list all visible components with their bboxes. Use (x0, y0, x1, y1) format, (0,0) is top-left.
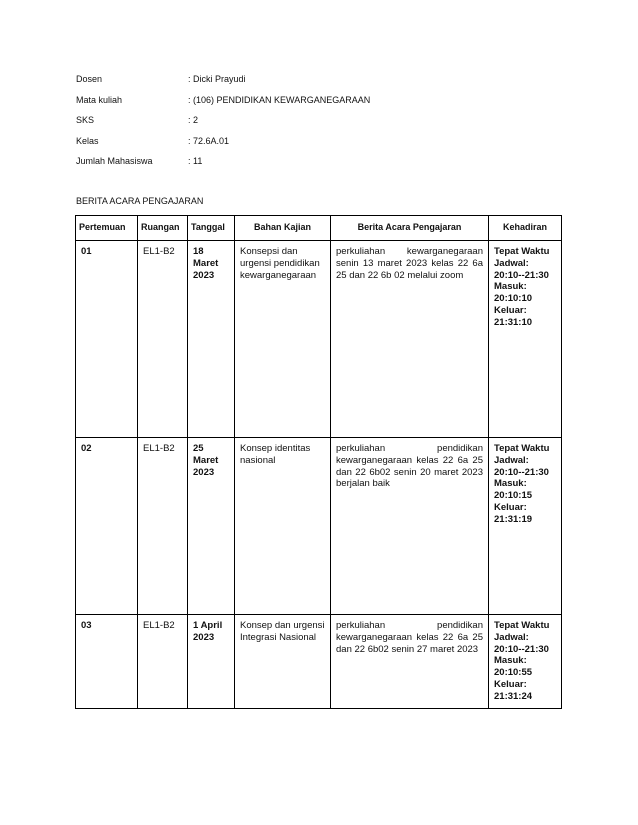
cell-kehadiran (489, 438, 562, 615)
info-value: : (106) PENDIDIKAN KEWARGANEGARAAN (188, 94, 371, 105)
cell-tanggal: 1 April 2023 (188, 615, 235, 709)
berita-acara-table (75, 215, 562, 709)
kehadiran-status: Tepat Waktu (494, 246, 550, 257)
kehadiran-masuk-value: 20:10:55 (494, 667, 533, 679)
kehadiran-masuk-label: Masuk: (494, 478, 527, 490)
kehadiran-jadwal-value: 20:10--21:30 (494, 269, 549, 281)
cell-berita-acara: perkuliahan pendidikan kewarganegaraan kelas 22 6a 25 dan 22 6b02 senin 20 maret 2023 berjalan baik (331, 438, 489, 615)
cell-bahan-kajian: Konsepsi dan urgensi pendidikan kewarganegaraan (235, 241, 331, 438)
cell-tanggal: 18 Maret 2023 (188, 241, 235, 438)
info-value: : 72.6A.01 (188, 135, 230, 146)
table-row (76, 438, 562, 615)
info-label: Kelas (76, 135, 99, 146)
cell-pertemuan: 03 (76, 615, 138, 709)
cell-kehadiran (489, 241, 562, 438)
kehadiran-jadwal-label: Jadwal: (494, 631, 529, 643)
cell-kehadiran (489, 615, 562, 709)
kehadiran-keluar-value: 21:31:10 (494, 316, 533, 328)
kehadiran-jadwal-label: Jadwal: (494, 454, 529, 466)
kehadiran-masuk-label: Masuk: (494, 655, 527, 667)
cell-berita-acara: perkuliahan pendidikan kewarganegaraan kelas 22 6a 25 dan 22 6b02 senin 27 maret 2023 (331, 615, 489, 709)
kehadiran-keluar-value: 21:31:24 (494, 690, 533, 702)
table-row (76, 241, 562, 438)
info-label: Jumlah Mahasiswa (76, 156, 153, 166)
kehadiran-masuk-label: Masuk: (494, 281, 527, 293)
info-value: : 2 (188, 115, 199, 125)
info-label: SKS (76, 115, 95, 125)
header-berita-acara: Berita Acara Pengajaran (331, 216, 489, 241)
section-title: BERITA ACARA PENGAJARAN (76, 196, 204, 206)
kehadiran-keluar-value: 21:31:19 (494, 513, 533, 525)
kehadiran-status: Tepat Waktu (494, 443, 550, 454)
kehadiran-keluar-label: Keluar: (494, 304, 527, 316)
kehadiran-status: Tepat Waktu (494, 620, 550, 631)
header-bahan-kajian: Bahan Kajian (235, 216, 331, 241)
cell-ruangan: EL1-B2 (138, 241, 188, 438)
header-pertemuan: Pertemuan (76, 216, 138, 241)
kehadiran-jadwal-value: 20:10--21:30 (494, 466, 549, 478)
info-value: : 11 (188, 156, 203, 166)
kehadiran-jadwal-label: Jadwal: (494, 257, 529, 269)
cell-berita-acara: perkuliahan kewarganegaraan senin 13 maret 2023 kelas 22 6a 25 dan 22 6b 02 melalui zoom (331, 241, 489, 438)
header-ruangan: Ruangan (138, 216, 188, 241)
kehadiran-jadwal-value: 20:10--21:30 (494, 643, 549, 655)
info-label: Mata kuliah (76, 94, 123, 105)
kehadiran-keluar-label: Keluar: (494, 501, 527, 513)
kehadiran-masuk-value: 20:10:15 (494, 490, 533, 502)
info-value: : Dicki Prayudi (188, 74, 246, 84)
cell-pertemuan: 01 (76, 241, 138, 438)
cell-ruangan: EL1-B2 (138, 438, 188, 615)
kehadiran-masuk-value: 20:10:10 (494, 293, 533, 305)
cell-tanggal: 25 Maret 2023 (188, 438, 235, 615)
cell-bahan-kajian: Konsep dan urgensi Integrasi Nasional (235, 615, 331, 709)
header-kehadiran: Kehadiran (489, 216, 562, 241)
cell-ruangan: EL1-B2 (138, 615, 188, 709)
info-label: Dosen (76, 74, 103, 84)
cell-bahan-kajian: Konsep identitas nasional (235, 438, 331, 615)
cell-pertemuan: 02 (76, 438, 138, 615)
table-header-row (76, 216, 562, 241)
header-tanggal: Tanggal (188, 216, 235, 241)
table-row (76, 615, 562, 709)
kehadiran-keluar-label: Keluar: (494, 678, 527, 690)
